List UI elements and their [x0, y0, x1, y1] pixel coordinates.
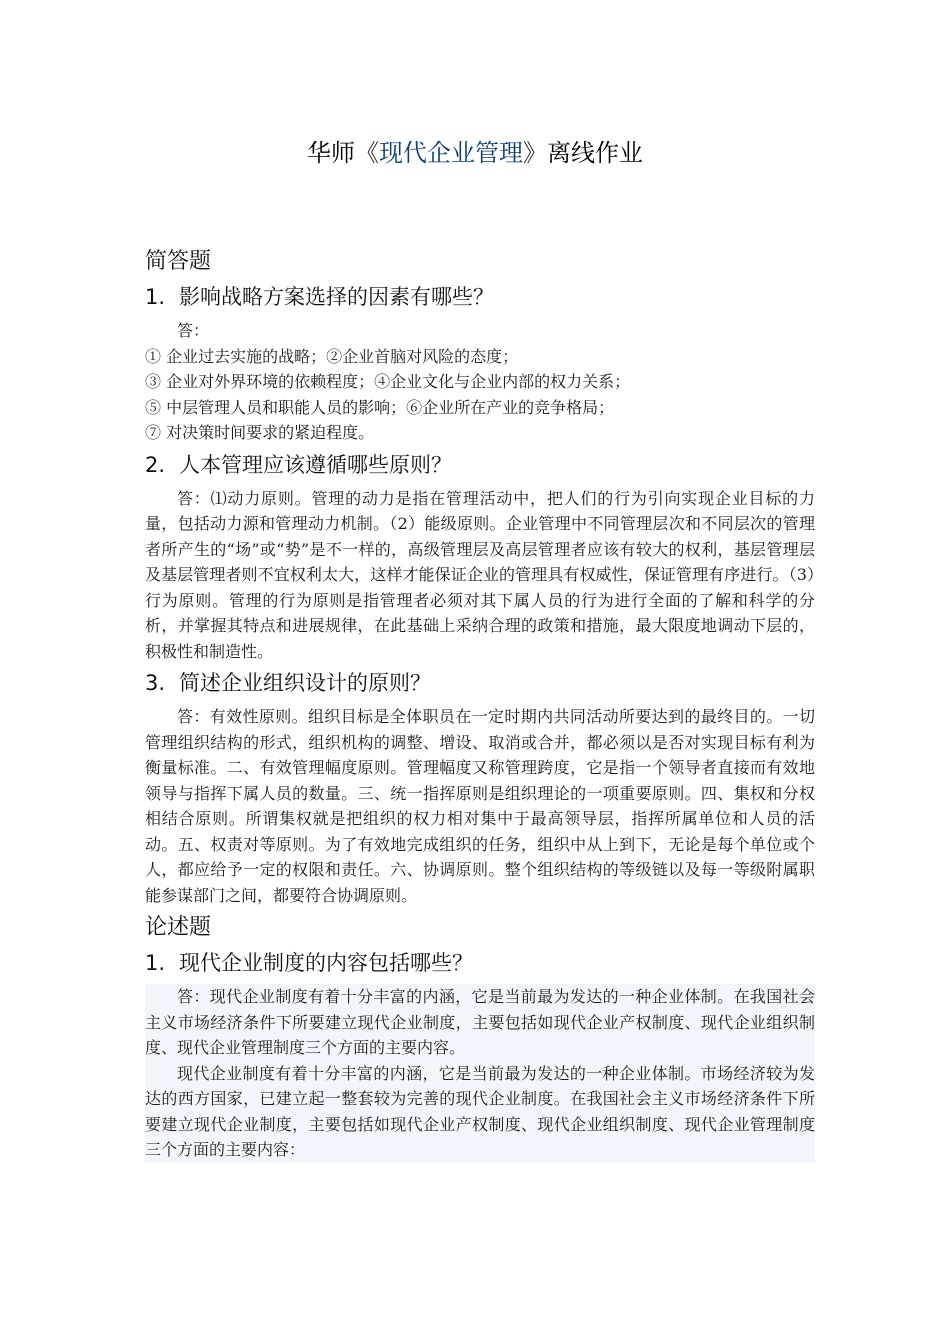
question-block: [145, 282, 815, 446]
answer-paragraph: 现代企业制度有着十分丰富的内涵，它是当前最为发达的一种企业体制。市场经济较为发达的西方国家，已建立起一整套较为完善的现代企业制度。在我国社会主义市场经济条件下所要建立现代企业制度，主要包括如现代企业产权制度、现代企业组织制度、现代企业管理制度三个方面的主要内容：: [145, 1063, 815, 1159]
question-number: 1.: [145, 951, 166, 975]
answer-paragraph: 答：现代企业制度有着十分丰富的内涵，它是当前最为发达的一种企业体制。在我国社会主义市场经济条件下所要建立现代企业制度，主要包括如现代企业产权制度、现代企业组织制度、现代企业管理制度三个方面的主要内容。: [145, 987, 815, 1057]
answer-line: ⑤ 中层管理人员和职能人员的影响；⑥企业所在产业的竞争格局；: [145, 397, 615, 417]
section-heading-essay: 论述题: [145, 915, 212, 940]
question-number: 2.: [145, 452, 166, 477]
question-title: [145, 450, 815, 480]
document-body: [145, 246, 815, 1167]
question-text: 简述企业组织设计的原则？: [179, 671, 431, 695]
answer-label: 答：: [177, 321, 210, 340]
question-title: [145, 948, 815, 978]
question-block: [145, 450, 815, 665]
answer-line: ③ 企业对外界环境的依赖程度；④企业文化与企业内部的权力关系；: [145, 372, 631, 391]
question-number: 3.: [145, 671, 166, 695]
section-heading-short-answer: 简答题: [145, 249, 212, 274]
question-text: 人本管理应该遵循哪些原则？: [179, 452, 452, 477]
title-suffix: 》离线作业: [523, 139, 643, 167]
answer-paragraph: 答：⑴动力原则。管理的动力是指在管理活动中，把人们的行为引向实现企业目标的力量，包括动力源和管理动力机制。（2）能级原则。企业管理中不同管理层次和不同层次的管理者所产生的“场”或“势”是不一样的，高级管理层及高层管理者应该有较大的权利，基层管理层及基层管理者则不宜权利太大，这样才能保证企业的管理具有权威性，保证管理有序进行。（3）行为原则。管理的行为原则是指管理者必须对其下属人员的行为进行全面的了解和科学的分析，并掌握其特点和进展规律，在此基础上采纳合理的政策和措施，最大限度地调动下层的，积极性和制造性。: [145, 488, 815, 661]
question-number: 1.: [145, 285, 166, 309]
question-text: 现代企业制度的内容包括哪些？: [179, 951, 473, 975]
question-block: [145, 668, 815, 908]
question-block: [145, 948, 815, 1163]
title-highlight: 现代企业管理: [379, 139, 523, 167]
answer-line: ① 企业过去实施的战略；②企业首脑对风险的态度；: [145, 346, 519, 366]
shaded-answer-box: [145, 984, 815, 1163]
title-prefix: 华师《: [307, 139, 379, 167]
answer-line: ⑦ 对决策时间要求的紧迫程度。: [145, 423, 375, 442]
page-title: [0, 133, 950, 168]
answer-paragraph: 答：有效性原则。组织目标是全体职员在一定时期内共同活动所要达到的最终目的。一切管理组织结构的形式，组织机构的调整、增设、取消或合并，都必须以是否对实现目标有利为衡量标准。二、有效管理幅度原则。管理幅度又称管理跨度，它是指一个领导者直接而有效地领导与指挥下属人员的数量。三、统一指挥原则是组织理论的一项重要原则。四、集权和分权相结合原则。所谓集权就是把组织的权力相对集中于最高领导层，指挥所属单位和人员的活动。五、权责对等原则。为了有效地完成组织的任务，组织中从上到下，无论是每个单位或个人，都应给予一定的权限和责任。六、协调原则。整个组织结构的等级链以及每一等级附属职能参谋部门之间，都要符合协调原则。: [145, 707, 815, 905]
question-text: 影响战略方案选择的因素有哪些？: [179, 285, 494, 309]
question-title: [145, 668, 815, 698]
question-title: [145, 282, 815, 312]
